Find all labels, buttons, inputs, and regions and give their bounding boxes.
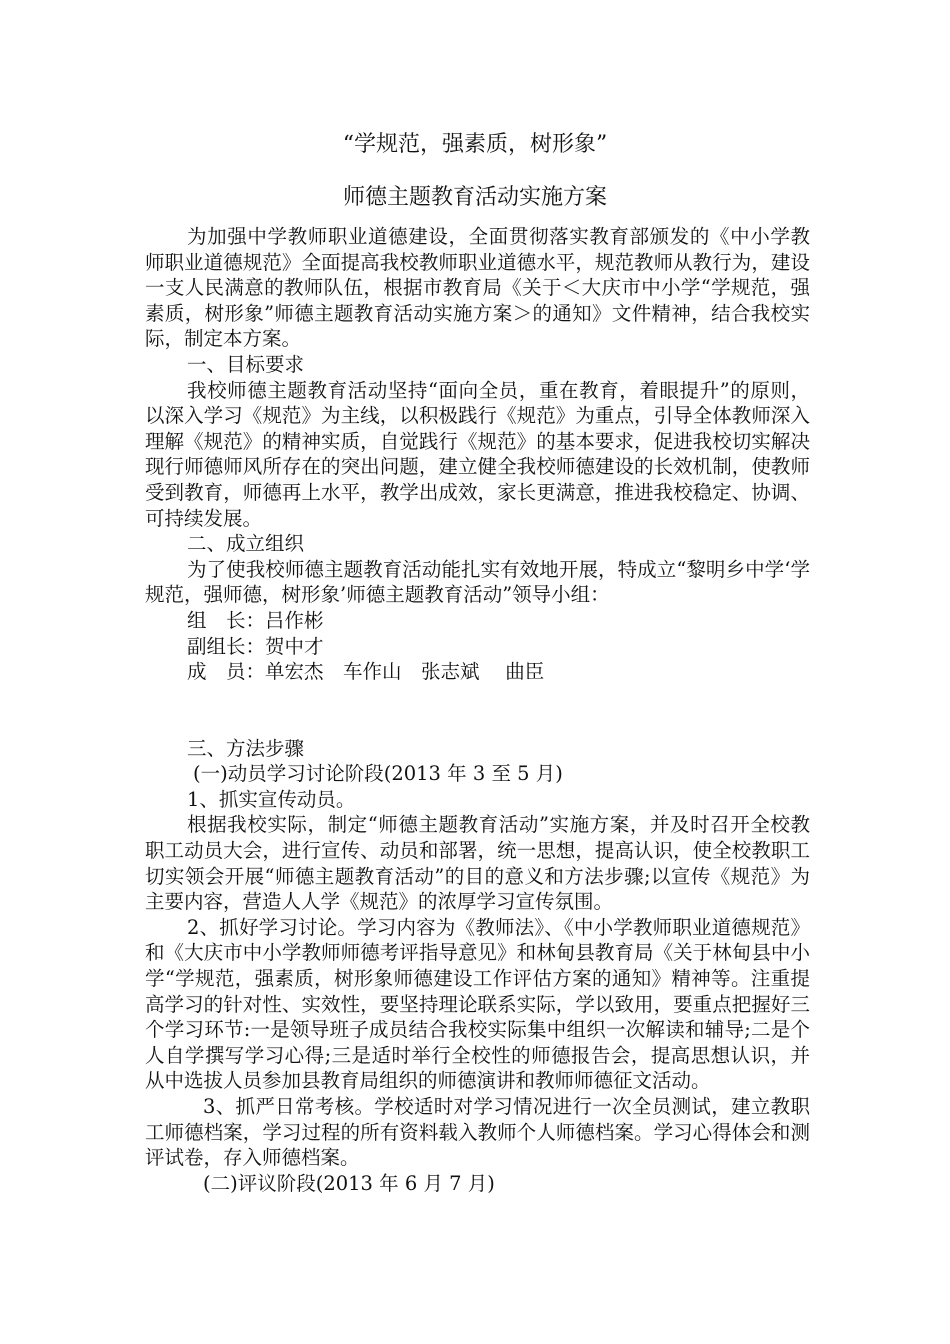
document-title: “学规范，强素质，树形象” bbox=[342, 132, 608, 157]
leader-line: 组 长：吕作彬 bbox=[187, 608, 324, 632]
organization-paragraph: 为了使我校师德主题教育活动能扎实有效地开展，特成立“黎明乡中学‘学规范，强师德，树形象’师德主题教育活动”领导小组： bbox=[145, 557, 810, 607]
item-one-title: 1、抓实宣传动员。 bbox=[187, 787, 356, 811]
members-line: 成 员：单宏杰 车作山 张志斌 曲臣 bbox=[187, 660, 545, 684]
document-body bbox=[145, 224, 810, 1196]
blank-space bbox=[145, 685, 810, 736]
stage-two-heading: (二)评议阶段(2013 年 6 月 7 月) bbox=[203, 1171, 495, 1195]
item-two-paragraph: 2、抓好学习讨论。学习内容为《教师法》、《中小学教师职业道德规范》和《大庆市中小学教师师德考评指导意见》和林甸县教育局《关于林甸县中小学“学规范，强素质，树形象师德建设工作评估方案的通知》精神等。注重提高学习的针对性、实效性，要坚持理论联系实际，学以致用，要重点把握好三个学习环节:一是领导班子成员结合我校实际集中组织一次解读和辅导;二是个人自学撰写学习心得;三是适时举行全校性的师德报告会，提高思想认识，并从中选拔人员参加县教育局组织的师德演讲和教师师德征文活动。 bbox=[145, 915, 810, 1093]
stage-one-heading: (一)动员学习讨论阶段(2013 年 3 至 5 月) bbox=[193, 762, 563, 786]
section-heading-methods: 三、方法步骤 bbox=[187, 736, 305, 760]
item-three-paragraph: 3、抓严日常考核。学校适时对学习情况进行一次全员测试，建立教职工师德档案，学习过程的所有资料载入教师个人师德档案。学习心得体会和测评试卷，存入师德档案。 bbox=[145, 1095, 810, 1170]
intro-paragraph: 为加强中学教师职业道德建设，全面贯彻落实教育部颁发的《中小学教师职业道德规范》全面提高我校教师职业道德水平，规范教师从教行为，建设一支人民满意的教师队伍，根据市教育局《关于＜大庆市中小学“学规范，强素质，树形象”师德主题教育活动实施方案＞的通知》文件精神，结合我校实际，制定本方案。 bbox=[145, 225, 810, 351]
goals-paragraph: 我校师德主题教育活动坚持“面向全员，重在教育，着眼提升”的原则，以深入学习《规范》为主线，以积极践行《规范》为重点，引导全体教师深入理解《规范》的精神实质，自觉践行《规范》的基本要求，促进我校切实解决现行师德师风所存在的突出问题，建立健全我校师德建设的长效机制，使教师受到教育，师德再上水平，教学出成效，家长更满意，推进我校稳定、协调、可持续发展。 bbox=[145, 378, 810, 530]
section-heading-goals: 一、目标要求 bbox=[187, 352, 305, 376]
section-heading-organization: 二、成立组织 bbox=[187, 532, 305, 556]
document-subtitle: 师德主题教育活动实施方案 bbox=[342, 185, 607, 210]
item-one-body: 根据我校实际，制定“师德主题教育活动”实施方案，并及时召开全校教职工动员大会，进行宣传、动员和部署，统一思想，提高认识，使全校教职工切实领会开展“师德主题教育活动”的目的意义和方法步骤;以宣传《规范》为主要内容，营造人人学《规范》的浓厚学习宣传氛围。 bbox=[145, 813, 810, 914]
vice-leader-line: 副组长：贺中才 bbox=[187, 634, 324, 658]
